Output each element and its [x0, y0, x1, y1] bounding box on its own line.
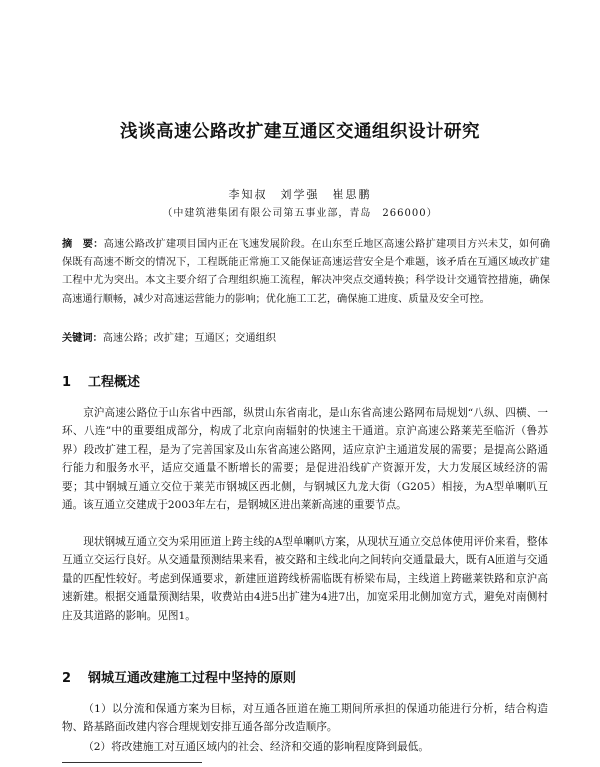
section-title: 钢城互通改建施工过程中坚持的原则: [88, 671, 297, 686]
body-paragraph: 京沪高速公路位于山东省中西部，纵贯山东省南北，是山东省高速公路网布局规划“八纵、四横、一环、八连”中的重要组成部分，构成了北京向南辐射的快速主干通道。京沪高速公路莱芜至临沂（鲁苏界）段改扩建工程，是为了完善国家及山东省高速公路网，适应京沪主通道发展的需要；是提高公路通行能力和服务水平，适应交通量不断增长的需要；是促进沿线矿产资源开发，大力发展区域经济的需要；其中钢城互通立交位于莱芜市钢城区西北侧，与钢城区九龙大街（G205）相接，为A型单喇叭互通。该互通立交建成于2003年左右，是钢城区进出莱新高速的重要节点。: [62, 407, 548, 512]
body-paragraph: （1）以分流和保通方案为目标，对互通各匝道在施工期间所承担的保通功能进行分析，结合构造物、路基路面改建内容合理规划安排互通各部分改造顺序。: [62, 703, 548, 734]
body-paragraph: （2）将改建施工对互通区域内的社会、经济和交通的影响程度降到最低。: [83, 741, 429, 753]
abstract: [62, 236, 550, 309]
abstract-label: 摘 要：: [62, 239, 104, 250]
abstract-text: 高速公路改扩建项目国内正在飞速发展阶段。在山东至丘地区高速公路扩建项目方兴未艾，如何确保既有高速不断交的情况下，工程既能正常施工又能保证高速运营安全是个难题，该矛盾在互通区域改扩建工程中尤为突出。本文主要介绍了合理组织施工流程，解决冲突点交通转换；科学设计交通管控措施，确保高速通行顺畅，减少对高速运营能力的影响；优化施工工艺，确保施工进度、质量及安全可控。: [62, 239, 551, 305]
section-heading-1: [62, 371, 140, 390]
paper-title: 浅谈高速公路改扩建互通区交通组织设计研究: [120, 122, 480, 142]
section-heading-2: [62, 667, 296, 686]
footnote-rule: [62, 762, 202, 763]
section-title: 工程概述: [88, 375, 141, 390]
keywords-label: 关键词：: [62, 333, 103, 344]
author-list: 李知叔 刘学强 崔思鹏: [228, 188, 372, 201]
body-paragraph: 现状钢城互通立交为采用匝道上跨主线的A型单喇叭方案，从现状互通立交总体使用评价来看，整体互通立交运行良好。从交通量预测结果来看，被交路和主线北向之间转向交通量最大，既有A匝道与交通量的匹配性较好。考虑到保通要求，新建匝道跨线桥需临既有桥梁布局，主线道上跨磁莱铁路和京沪高速新建。根据交通量预测结果，收费站由4进5出扩建为4进7出，加宽采用北侧加宽方式，避免对南侧村庄及其道路的影响。见图1。: [62, 536, 548, 622]
section-number: 1: [62, 375, 72, 390]
keywords-text: 高速公路；改扩建；互通区；交通组织: [102, 333, 276, 344]
keywords: [62, 329, 550, 344]
author-affiliation: （中建筑港集团有限公司第五事业部，青岛 266000）: [162, 208, 438, 219]
section-number: 2: [62, 671, 72, 686]
